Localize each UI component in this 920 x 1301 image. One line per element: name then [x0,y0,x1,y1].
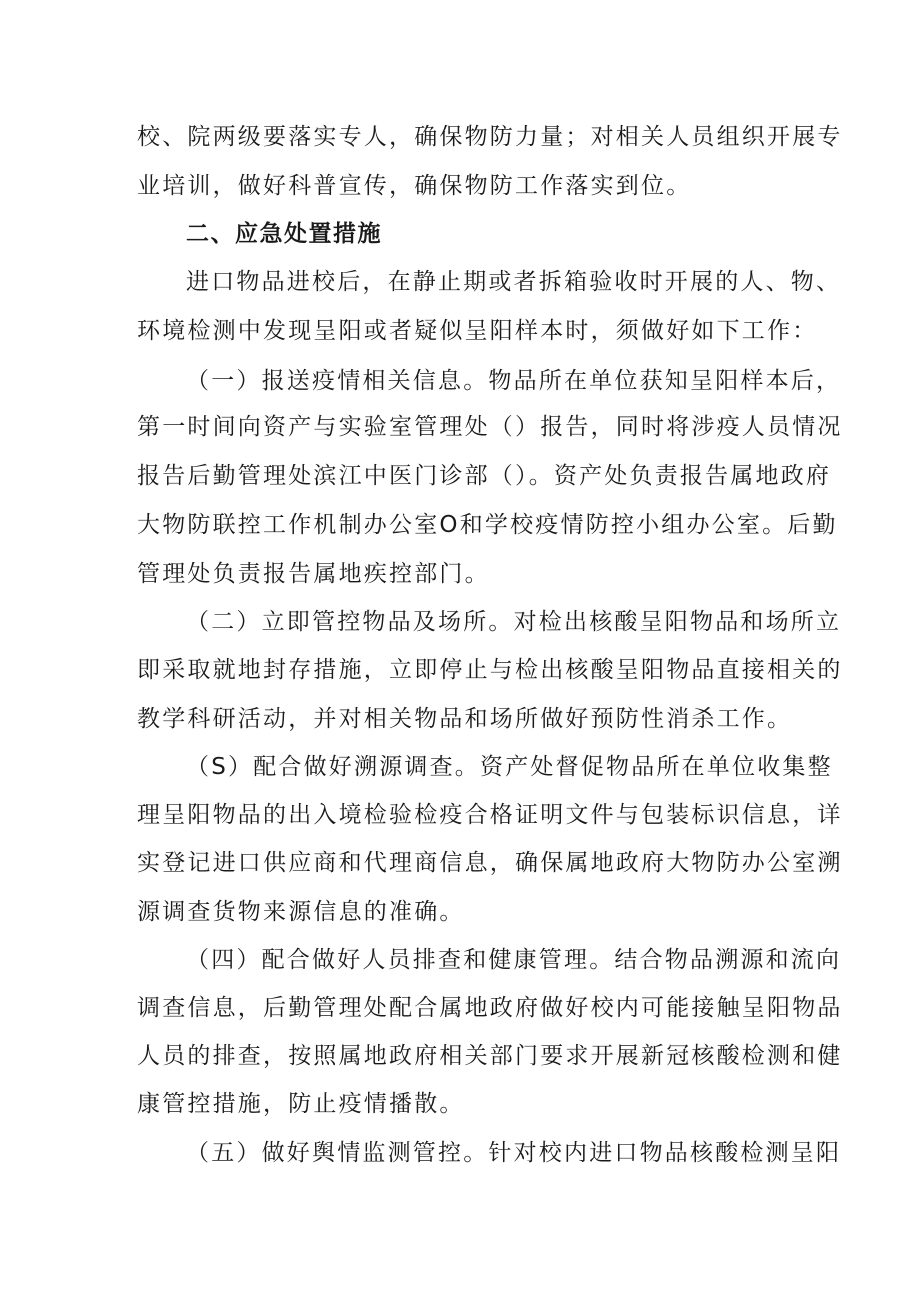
text-line: 教学科研活动，并对相关物品和场所做好预防性消杀工作。 [137,706,793,732]
text-line: 理呈阳物品的出入境检验检疫合格证明文件与包装标识信息，详 [137,802,843,828]
text-line: 人员的排查，按照属地政府相关部门要求开展新冠核酸检测和健 [137,1043,843,1069]
text-line: 业培训，做好科普宣传，确保物防工作落实到位。 [137,173,692,199]
text-line: 报告后勤管理处滨江中医门诊部（）。资产处负责报告属地政府 [137,463,832,489]
text-line: 大物防联控工作机制办公室O和学校疫情防控小组办公室。后勤 [137,512,838,538]
text-line: 即采取就地封存措施，立即停止与检出核酸呈阳物品直接相关的 [137,657,843,683]
text-line: （四）配合做好人员排查和健康管理。结合物品溯源和流向 [186,947,842,973]
text-line: 第一时间向资产与实验室管理处（）报告，同时将涉疫人员情况 [137,414,843,440]
text-line: 校、院两级要落实专人，确保物防力量；对相关人员组织开展专 [137,124,843,150]
text-line: （S）配合做好溯源调查。资产处督促物品所在单位收集整 [186,754,833,780]
text-line: （一）报送疫情相关信息。物品所在单位获知呈阳样本后， [186,368,842,394]
text-line: （五）做好舆情监测管控。针对校内进口物品核酸检测呈阳 [186,1140,842,1166]
text-line: 实登记进口供应商和代理商信息，确保属地政府大物防办公室溯 [137,850,843,876]
text-line: 进口物品进校后，在静止期或者拆箱验收时开展的人、物、 [186,269,842,295]
text-line: 源调查货物来源信息的准确。 [137,899,465,925]
text-line: 管理处负责报告属地疾控部门。 [137,561,490,587]
section-heading: 二、应急处置措施 [186,221,382,247]
text-line: （二）立即管控物品及场所。对检出核酸呈阳物品和场所立 [186,609,842,635]
text-line: 康管控措施，防止疫情播散。 [137,1091,465,1117]
text-line: 环境检测中发现呈阳或者疑似呈阳样本时，须做好如下工作： [137,318,818,344]
text-line: 调查信息，后勤管理处配合属地政府做好校内可能接触呈阳物品 [137,995,843,1021]
